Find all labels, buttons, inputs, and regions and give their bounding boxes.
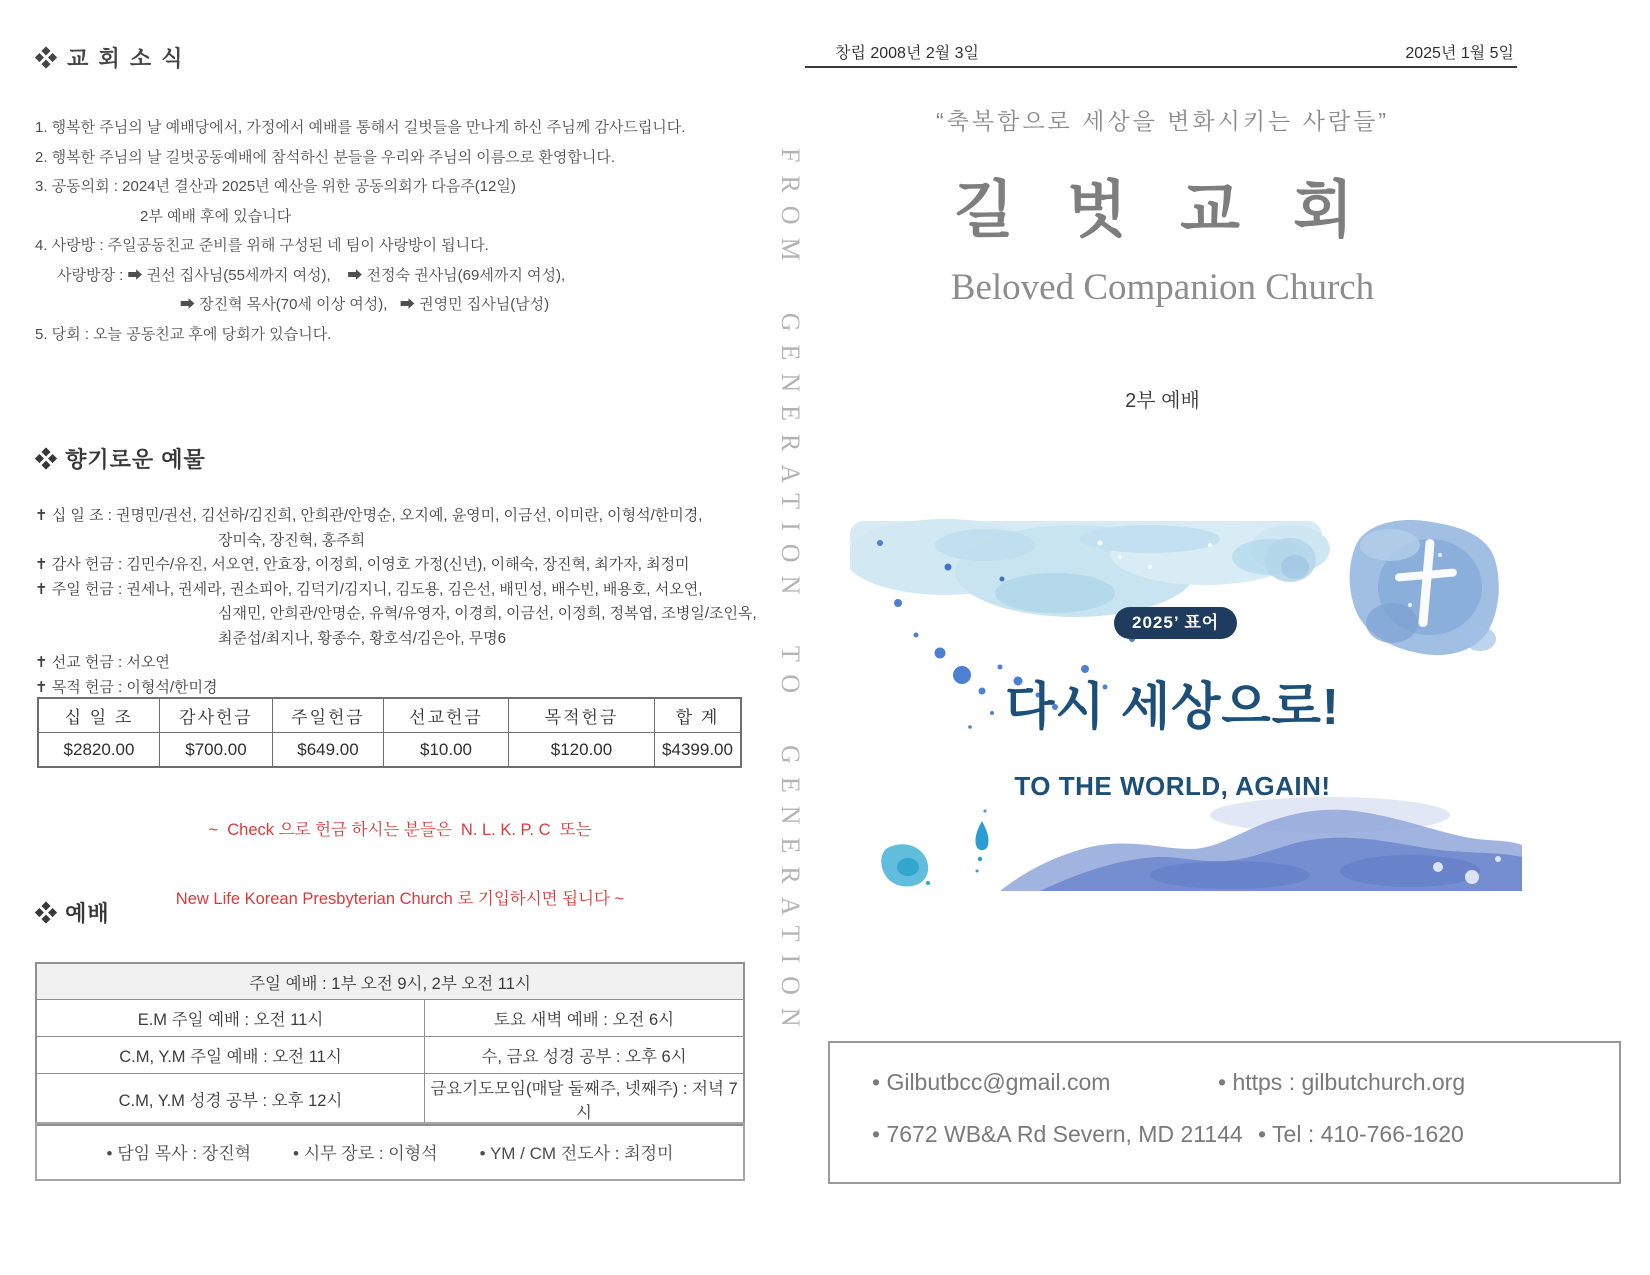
- side-blob: [1264, 538, 1316, 582]
- offering-amount-cell: $120.00: [509, 733, 655, 768]
- sunday-service-times: 주일 예배 : 1부 오전 9시, 2부 오전 11시: [36, 963, 744, 1000]
- offering-table-value-row: [38, 733, 741, 768]
- offering-entry-continuation: 장미숙, 장진혁, 홍주희: [218, 531, 366, 549]
- offering-section-title: ❖ 향기로운 예물: [35, 447, 206, 472]
- offering-entry: ✝ 목적 헌금 : 이형석/한미경: [35, 678, 218, 696]
- worship-cell: 금요기도모임(매달 둘째주, 넷째주) : 저녁 7시: [425, 1074, 745, 1126]
- worship-table-row: [36, 1074, 744, 1126]
- church-news-section: [35, 42, 775, 349]
- check-note-line: New Life Korean Presbyterian Church 로 기입하시면 됩니다 ~: [175, 890, 625, 908]
- contact-address: • 7672 WB&A Rd Severn, MD 21144: [872, 1121, 1243, 1147]
- offering-amount-cell: $4399.00: [655, 733, 742, 768]
- check-note-line: ~ Check 으로 헌금 하시는 분들은 N. L. K. P. C 또는: [208, 821, 592, 839]
- offering-col-header: 선교헌금: [384, 698, 509, 733]
- offering-list: [35, 504, 775, 700]
- news-item: 3. 공동의회 : 2024년 결산과 2025년 예산을 위한 공동의회가 다음주(12일): [35, 178, 516, 195]
- worship-schedule-table: [35, 962, 745, 1126]
- news-item-continuation: 사랑방장 : ➡ 권선 집사님(55세까지 여성), ➡ 전정숙 권사님(69세까지 여성),: [57, 266, 566, 284]
- teal-splash: [881, 810, 988, 887]
- news-item: 5. 당회 : 오늘 공동친교 후에 당회가 있습니다.: [35, 325, 332, 343]
- watercolor-wash: [850, 519, 1330, 617]
- offering-section: [35, 443, 775, 700]
- offering-entry-continuation: 최준섭/최지나, 황종수, 황호석/김은아, 무명6: [218, 629, 507, 647]
- offering-entry: ✝ 선교 헌금 : 서오연: [35, 654, 170, 671]
- slogan-korean: 다시 세상으로!: [1005, 678, 1340, 735]
- offering-amount-table: [37, 697, 742, 768]
- check-payee-note: [35, 773, 765, 957]
- slogan-english: TO THE WORLD, AGAIN!: [1014, 771, 1331, 801]
- worship-section-title: ❖ 예배: [35, 901, 110, 926]
- worship-cell: 수, 금요 성경 공부 : 오후 6시: [425, 1037, 745, 1074]
- offering-amount-cell: $2820.00: [38, 733, 160, 768]
- watercolor-graphic: [850, 515, 1522, 891]
- church-motto-quote: “축복함으로 세상을 변화시키는 사람들”: [936, 108, 1389, 134]
- news-item: 1. 행복한 주님의 날 예배당에서, 가정에서 예배를 통해서 길벗들을 만나게 하신 주님께 감사드립니다.: [35, 119, 686, 136]
- issue-date: 2025년 1월 5일: [1405, 45, 1514, 62]
- church-name-korean: 길 벗 교 회: [953, 176, 1372, 245]
- worship-cell: C.M, Y.M 주일 예배 : 오전 11시: [36, 1037, 425, 1074]
- contact-website: • https : gilbutchurch.org: [1218, 1069, 1466, 1095]
- offering-entry: ✝ 주일 헌금 : 권세나, 권세라, 권소피아, 김덕기/김지니, 김도용, 김은선, 배민성, 배수빈, 배용호, 서오연,: [35, 580, 703, 598]
- offering-amount-cell: $700.00: [160, 733, 273, 768]
- news-item: 2. 행복한 주님의 날 길벗공동예배에 참석하신 분들을 우리와 주님의 이름으로 환영합니다.: [35, 148, 615, 166]
- watercolor-mountains: [1000, 797, 1522, 891]
- spine-motto-text: FROM GENERATION TO GENERATION: [776, 148, 805, 1040]
- offering-amount-cell: $10.00: [384, 733, 509, 768]
- founded-date: 창립 2008년 2월 3일: [835, 45, 980, 62]
- offering-col-header: 목적헌금: [509, 698, 655, 733]
- contact-email: • Gilbutbcc@gmail.com: [872, 1069, 1111, 1095]
- offering-amount-cell: $649.00: [273, 733, 384, 768]
- news-section-title: ❖ 교 회 소 식: [35, 46, 185, 71]
- offering-entry-continuation: 심재민, 안희관/안명순, 유혁/유영자, 이경희, 이금선, 이정희, 정복엽, 조병일/조인옥,: [218, 605, 757, 622]
- worship-table-row: [36, 1000, 744, 1037]
- offering-col-header: 감사헌금: [160, 698, 273, 733]
- news-item-continuation: ➡ 장진혁 목사(70세 이상 여성), ➡ 권영민 집사님(남성): [180, 296, 550, 313]
- senior-pastor: • 담임 목사 : 장진혁: [106, 1144, 252, 1163]
- ym-cm-evangelist: • YM / CM 전도사 : 최정미: [479, 1144, 674, 1163]
- contact-phone: • Tel : 410-766-1620: [1258, 1121, 1464, 1147]
- offering-col-header: 합 계: [655, 698, 742, 733]
- watercolor-cross-blob: [1350, 520, 1499, 655]
- worship-table-row: [36, 1037, 744, 1074]
- contact-box: [828, 1041, 1621, 1184]
- worship-table-header-row: [36, 963, 744, 1000]
- worship-cell: E.M 주일 예배 : 오전 11시: [36, 1000, 425, 1037]
- service-label: 2부 예배: [1125, 390, 1200, 412]
- worship-cell: C.M, Y.M 성경 공부 : 오후 12시: [36, 1074, 425, 1126]
- news-item-continuation: 2부 예배 후에 있습니다: [140, 207, 292, 225]
- year-motto-badge: 2025’ 표어: [1114, 607, 1237, 639]
- staff-box: [35, 1122, 745, 1181]
- offering-col-header: 십 일 조: [38, 698, 160, 733]
- church-name-english: Beloved Companion Church: [950, 267, 1375, 308]
- offering-col-header: 주일헌금: [273, 698, 384, 733]
- worship-cell: 토요 새벽 예배 : 오전 6시: [425, 1000, 745, 1037]
- news-list: [35, 113, 775, 349]
- offering-table-header-row: [38, 698, 741, 733]
- header-rule: [805, 66, 1517, 68]
- news-item: 4. 사랑방 : 주일공동친교 준비를 위해 구성된 네 팀이 사랑방이 됩니다.: [35, 237, 489, 254]
- elder: • 시무 장로 : 이형석: [293, 1144, 438, 1163]
- offering-entry: ✝ 십 일 조 : 권명민/권선, 김선하/김진희, 안희관/안명순, 오지예, 윤영미, 이금선, 이미란, 이형석/한미경,: [35, 507, 703, 524]
- offering-entry: ✝ 감사 헌금 : 김민수/유진, 서오연, 안효장, 이정희, 이영호 가정(신년), 이해숙, 장진혁, 최가자, 최정미: [35, 556, 690, 573]
